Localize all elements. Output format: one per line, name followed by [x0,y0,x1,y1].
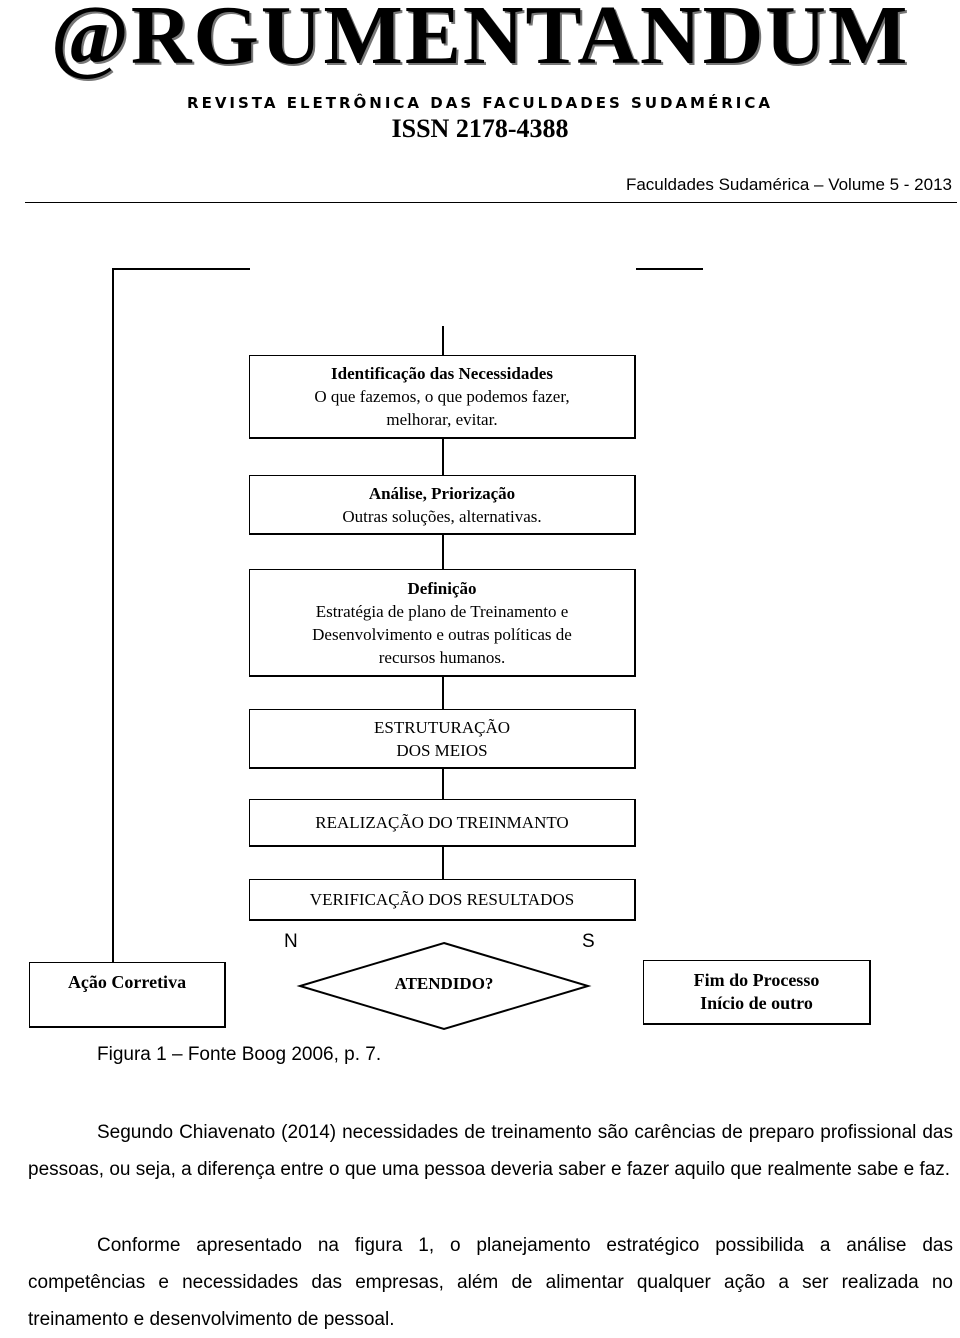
end-line: Início de outro [700,993,813,1013]
end-line: Fim do Processo [693,970,820,990]
step-desc-line: Desenvolvimento e outras políticas de [312,624,572,644]
step-desc-line: melhorar, evitar. [386,410,498,429]
loop-line-top-left [112,268,250,270]
step-analise [249,475,636,535]
loop-line-top-right [636,268,703,270]
step-verificacao [249,879,636,921]
header-rule [25,202,957,203]
step-desc-line: Outras soluções, alternativas. [342,506,542,526]
issn: ISSN 2178-4388 [391,114,569,143]
figure-caption: Figura 1 – Fonte Boog 2006, p. 7. [97,1044,382,1065]
step-desc-line: recursos humanos. [378,647,506,667]
body-paragraph: Conforme apresentado na figura 1, o planejamento estratégico possibilida a análise das competências e necessidades das empresas, além de alimentar qualquer ação a ser realizada no treinamento e desenvolvimento de pessoal. [28,1235,953,1330]
step-realizacao [249,799,636,847]
step-title: Análise, Priorização [368,483,516,503]
connector [442,438,444,476]
yes-label: S [582,931,595,952]
decision-label: ATENDIDO? [394,974,494,993]
connector [442,768,444,800]
connector [442,846,444,880]
running-head: Faculdades Sudamérica – Volume 5 - 2013 [625,175,952,194]
step-desc-line: ESTRUTURAÇÃO [373,717,510,737]
step-desc-line: VERIFICAÇÃO DOS RESULTADOS [309,890,575,909]
step-desc-line: O que fazemos, o que podemos fazer, [314,387,570,406]
journal-logo: @RGUMENTANDUM [50,0,910,82]
end-process-box [643,960,871,1025]
step-desc-line: DOS MEIOS [396,740,488,760]
step-desc-line: REALIZAÇÃO DO TREINMANTO [315,813,569,832]
connector [442,326,444,356]
corrective-action-box [29,962,226,1028]
no-label: N [284,931,298,952]
step-title: Definição [407,578,477,598]
corrective-action-label: Ação Corretiva [67,972,187,992]
step-identificacao [249,355,636,439]
step-title: Identificação das Necessidades [331,364,553,383]
connector [442,534,444,570]
body-paragraph: Segundo Chiavenato (2014) necessidades de treinamento são carências de preparo profissional das pessoas, ou seja, a diferença entre o que uma pessoa deveria saber e fazer aquilo que realmente sabe e faz. [28,1122,953,1180]
step-estruturacao [249,709,636,769]
journal-subtitle: REVISTA ELETRÔNICA DAS FACULDADES SUDAMÉRICA [187,94,773,112]
step-desc-line: Estratégia de plano de Treinamento e [315,601,569,621]
step-definicao [249,569,636,677]
loop-line-left [112,268,114,962]
connector [442,676,444,710]
